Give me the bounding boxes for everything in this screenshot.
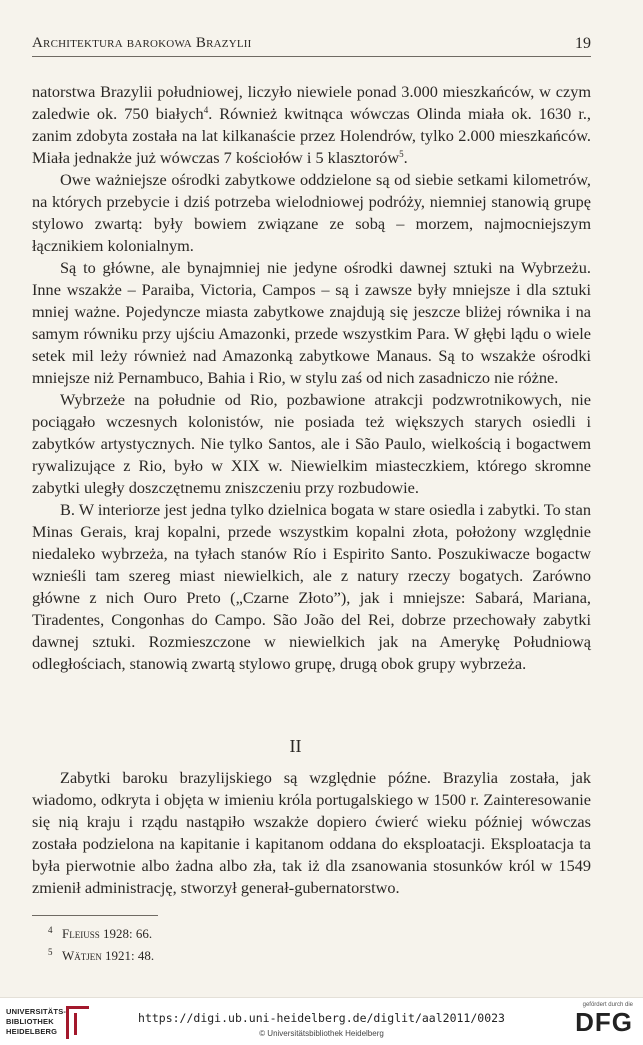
section-2-text <box>32 767 591 899</box>
footnote-4: 4 Fleiuss 1928: 66. <box>48 925 153 941</box>
running-title: Architektura barokowa Brazylii <box>32 35 252 51</box>
paragraph-3: Są to główne, ale bynajmniej nie jedyne ośrodki dawnej sztuki na Wybrzeżu. Inne wszakże – Paraiba, Victoria, Campos – są i zawsze były mniejsze i dla sztuki mniej ważne. Pojedyncze miasta zabytkowe znajdują się jeszcze bliżej równika i na samym równiku przy ujściu Amazonki, przede wszystkim Para. W głębi lądu o wiele setek mil leży również nad Amazonką zabytkowe Manaus. Są to wszakże ośrodki mniejsze niż Pernambuco, Bahia i Rio, w stylu zaś od nich zasadniczo nie różne. <box>32 258 591 387</box>
dfg-logo[interactable]: gefördert durch die DFG <box>575 1002 633 1037</box>
footer-bar <box>0 997 643 1045</box>
running-header <box>32 34 591 57</box>
page-number: 19 <box>575 35 591 52</box>
footnote-5: 5 Wätjen 1921: 48. <box>48 947 155 963</box>
paragraph-6: Zabytki baroku brazylijskiego są względnie późne. Brazylia została, jak wiadomo, odkryta i objęta w imieniu króla portugalskiego w 1500 r. Zainteresowanie się nią kraju i rządu nastąpiło wszakże dopiero ćwierć wieku później wówczas została podzielona na kapitanie i kapitanom oddana do eksploatacji. Eksploatacja ta była pierwotnie albo żadna albo zła, tak iż dla zsanowania stosunków król w 1549 zmienił administrację, stworzył generał-gubernatorstwo. <box>32 768 591 897</box>
footnote-ref-5[interactable]: 5 <box>399 149 404 159</box>
paragraph-4: Wybrzeże na południe od Rio, pozbawione atrakcji podzwrotnikowych, nie pociągało wczesnych kolonistów, nie posiada też większych starych osiedli i zabytków artystycznych. Nie tylko Santos, ale i São Paulo, wielkością i bogactwem rywalizujące z Rio, było w XIX w. Niewielkim miasteczkiem, którego skromne zabytki uległy doszczętnemu zniszczeniu przy rozbudowie. <box>32 390 591 497</box>
paragraph-1: natorstwa Brazylii południowej, liczyło niewiele ponad 3.000 mieszkańców, w czym zaledwie ok. 750 białych$^4$. Również kwitnąca wówczas Olinda miała ok. 1630 r., zanim zdobyta została na lat kilkanaście przez Holendrów, tylko 2.000 mieszkańców. Miała jednakże już wówczas 7 kościołów i 5 klasztorów$^5$. <box>32 82 591 167</box>
paragraph-2: Owe ważniejsze ośrodki zabytkowe oddzielone są od siebie setkami kilometrów, na których przebycie i dziś potrzeba wielodniowej podróży, niemniej stanowią grupę stylowo zwartą: były bowiem związane ze sobą – morzem, najmocniejszym łącznikiem kolonialnym. <box>32 170 591 255</box>
footnotes <box>48 921 154 965</box>
footnote-ref-4[interactable]: 4 <box>203 105 209 115</box>
footnote-divider <box>32 915 158 916</box>
footer-url-link[interactable]: https://digi.ub.uni-heidelberg.de/diglit/aal2011/0023 <box>138 1011 505 1025</box>
library-logo[interactable]: UNIVERSITÄTS- BIBLIOTHEK HEIDELBERG <box>6 1005 94 1039</box>
paragraph-5: B. W interiorze jest jedna tylko dzielnica bogata w stare osiedla i zabytki. To stan Minas Gerais, kraj kopalni, przede wszystkim kopalni złota, położony względnie niedaleko wybrzeża, na tyłach stanów Río i Espirito Santo. Poszukiwacze bogactw wznieśli tam szereg miast niewielkich, ale z natury rzeczy bogatych. Zarówno główne z nich Ouro Preto („Czarne Złoto”), jak i mniejsze: Sabará, Mariana, Tiradentes, Congonhas do Campo. São João del Rei, dobrze przechowały zabytki dawnej sztuki. Rozmieszczone w niewielkich jak na Amerykę Południową odległościach, stanowią zwartą stylowo grupę, drugą obok grupy wybrzeża. <box>32 500 591 673</box>
footer-copyright: © Universitätsbibliothek Heidelberg <box>259 1029 384 1038</box>
section-heading-ii: II <box>289 736 302 756</box>
section-1-text <box>32 81 591 675</box>
